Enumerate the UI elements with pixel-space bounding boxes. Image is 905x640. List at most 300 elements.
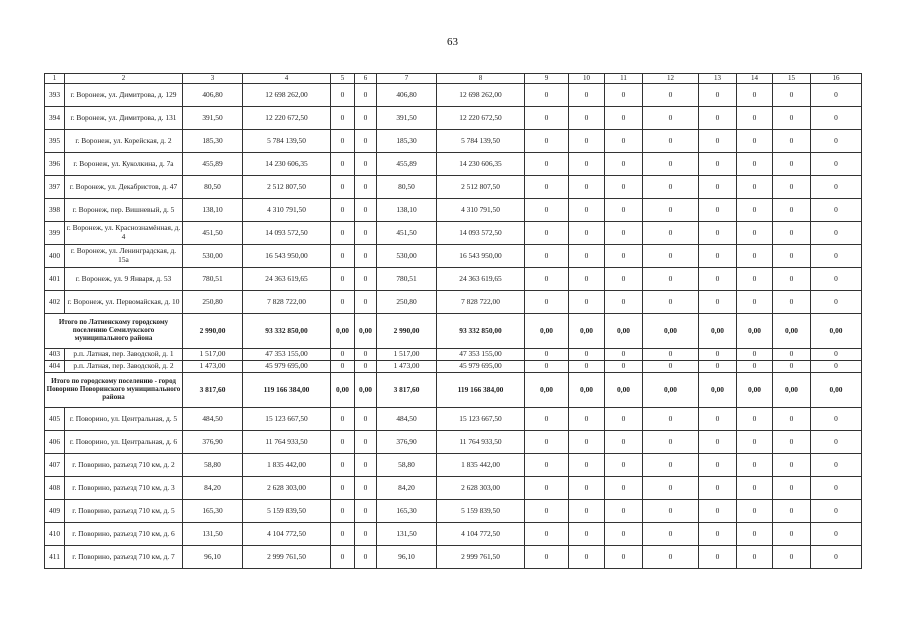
table-row: [45, 176, 862, 199]
table-cell: 0: [811, 199, 862, 222]
column-header: 2: [65, 74, 183, 84]
table-cell: 0: [699, 523, 737, 546]
table-cell: 0: [525, 153, 569, 176]
table-cell: г. Поворино, разъезд 710 км, д. 7: [65, 546, 183, 569]
table-cell: 0: [569, 546, 605, 569]
table-cell: 0: [699, 199, 737, 222]
table-cell: 0: [355, 361, 377, 373]
table-row: [45, 454, 862, 477]
table-cell: 0: [811, 176, 862, 199]
table-cell: 0: [525, 268, 569, 291]
table-cell: г. Воронеж, ул. 9 Января, д. 53: [65, 268, 183, 291]
table-cell: 404: [45, 361, 65, 373]
table-cell: 455,89: [183, 153, 243, 176]
table-row: [45, 245, 862, 268]
table-cell: 0: [605, 523, 643, 546]
table-cell: 7 828 722,00: [437, 291, 525, 314]
table-cell: г. Воронеж, ул. Корейская, д. 2: [65, 130, 183, 153]
table-cell: 0: [699, 153, 737, 176]
table-cell: 0,00: [355, 373, 377, 408]
table-cell: 0: [331, 107, 355, 130]
table-cell: 0: [355, 477, 377, 500]
table-cell: 47 353 155,00: [243, 349, 331, 361]
column-header: 8: [437, 74, 525, 84]
table-cell: 0: [737, 84, 773, 107]
table-cell: 0: [569, 84, 605, 107]
table-cell: г. Поворино, разъезд 710 км, д. 2: [65, 454, 183, 477]
table-cell: 0: [355, 431, 377, 454]
table-cell: 0: [699, 107, 737, 130]
table-cell: 14 093 572,50: [437, 222, 525, 245]
table-cell: 0: [811, 361, 862, 373]
table-cell: 530,00: [377, 245, 437, 268]
table-cell: 0: [773, 291, 811, 314]
table-row: [45, 268, 862, 291]
table-cell: 0: [737, 349, 773, 361]
table-cell: 0: [355, 107, 377, 130]
table-cell: 0: [643, 291, 699, 314]
table-cell: 0: [525, 84, 569, 107]
table-cell: 1 473,00: [377, 361, 437, 373]
table-cell: 0: [605, 153, 643, 176]
table-cell: 0: [811, 523, 862, 546]
table-cell: 0: [605, 408, 643, 431]
table-cell: 1 835 442,00: [437, 454, 525, 477]
table-cell: 0: [331, 477, 355, 500]
table-row: [45, 431, 862, 454]
table-cell: 2 628 303,00: [437, 477, 525, 500]
table-cell: 0: [331, 84, 355, 107]
table-cell: 0: [569, 431, 605, 454]
table-cell: 0: [773, 222, 811, 245]
table-cell: 0,00: [811, 314, 862, 349]
table-cell: 0,00: [355, 314, 377, 349]
table-cell: 14 230 606,35: [243, 153, 331, 176]
table-cell: 0: [737, 199, 773, 222]
table-cell: 0: [643, 130, 699, 153]
table-cell: 4 310 791,50: [437, 199, 525, 222]
table-cell: 0: [605, 454, 643, 477]
table-cell: 5 159 839,50: [243, 500, 331, 523]
table-cell: 0: [605, 199, 643, 222]
table-cell: 0: [355, 349, 377, 361]
table-row: [45, 84, 862, 107]
table-cell: 58,80: [377, 454, 437, 477]
table-cell: 0: [773, 130, 811, 153]
table-cell: 80,50: [377, 176, 437, 199]
table-cell: 0: [811, 349, 862, 361]
table-cell: 16 543 950,00: [243, 245, 331, 268]
table-cell: 0: [737, 361, 773, 373]
table-cell: 11 764 933,50: [437, 431, 525, 454]
table-cell: 0: [643, 176, 699, 199]
table-cell: 484,50: [183, 408, 243, 431]
table-cell: 0: [643, 222, 699, 245]
table-cell: 0: [811, 107, 862, 130]
table-cell: 0: [331, 500, 355, 523]
page-number: 63: [447, 36, 458, 48]
table-cell: 0: [699, 84, 737, 107]
table-cell: 0: [699, 546, 737, 569]
table-cell: 406,80: [183, 84, 243, 107]
table-row: [45, 130, 862, 153]
table-cell: 0: [773, 361, 811, 373]
table-cell: 411: [45, 546, 65, 569]
table-cell: 0: [569, 222, 605, 245]
table-cell: 0: [331, 546, 355, 569]
table-cell: г. Воронеж, ул. Краснознамённая, д. 4: [65, 222, 183, 245]
column-header: 10: [569, 74, 605, 84]
table-cell: 12 698 262,00: [437, 84, 525, 107]
table-cell: 409: [45, 500, 65, 523]
table-cell: 0: [569, 245, 605, 268]
table-cell: 0: [643, 107, 699, 130]
table-cell: 0: [699, 222, 737, 245]
table-cell: 3 817,60: [183, 373, 243, 408]
table-cell: 0: [525, 408, 569, 431]
table-cell: 0: [773, 546, 811, 569]
table-cell: 58,80: [183, 454, 243, 477]
subtotal-row: [45, 373, 862, 408]
table-cell: 0: [355, 222, 377, 245]
table-cell: 0: [355, 176, 377, 199]
table-cell: 0: [569, 477, 605, 500]
table-cell: 0: [331, 349, 355, 361]
table-cell: 0: [811, 268, 862, 291]
table-cell: 0: [331, 222, 355, 245]
table-cell: 24 363 619,65: [437, 268, 525, 291]
table-cell: 0: [525, 361, 569, 373]
table-cell: 0: [773, 408, 811, 431]
table-cell: 0: [643, 199, 699, 222]
table-cell: 0: [699, 477, 737, 500]
table-row: [45, 153, 862, 176]
table-cell: р.п. Латная, пер. Заводской, д. 1: [65, 349, 183, 361]
table-cell: 1 517,00: [377, 349, 437, 361]
table-cell: 0: [773, 268, 811, 291]
table-cell: 0: [773, 176, 811, 199]
table-cell: 0: [569, 408, 605, 431]
table-cell: 0: [737, 176, 773, 199]
table-cell: 0: [811, 454, 862, 477]
table-cell: 0: [525, 222, 569, 245]
table-cell: 0: [569, 361, 605, 373]
table-cell: 376,90: [183, 431, 243, 454]
table-cell: г. Воронеж, ул. Первомайская, д. 10: [65, 291, 183, 314]
table-cell: 138,10: [183, 199, 243, 222]
table-cell: 0: [811, 130, 862, 153]
table-cell: 0: [355, 454, 377, 477]
table-cell: 0: [773, 153, 811, 176]
table-cell: 138,10: [377, 199, 437, 222]
table-row: [45, 523, 862, 546]
table-cell: 0: [331, 361, 355, 373]
table-cell: 0: [355, 199, 377, 222]
table-cell: 84,20: [183, 477, 243, 500]
table-cell: 0,00: [569, 314, 605, 349]
table-cell: 0: [699, 291, 737, 314]
subtotal-label: Итого по городскому поселению - город Поворино Поворинского муниципального района: [45, 373, 183, 408]
table-cell: 0: [525, 176, 569, 199]
table-cell: 0: [569, 349, 605, 361]
table-cell: 0: [605, 477, 643, 500]
table-cell: 0,00: [569, 373, 605, 408]
table-cell: 5 784 139,50: [243, 130, 331, 153]
table-cell: 2 512 807,50: [243, 176, 331, 199]
table-cell: 376,90: [377, 431, 437, 454]
table-cell: 0,00: [605, 373, 643, 408]
column-header: 11: [605, 74, 643, 84]
table-cell: 0: [605, 130, 643, 153]
table-cell: 0: [643, 361, 699, 373]
table-cell: 0,00: [525, 314, 569, 349]
table-cell: г. Поворино, ул. Центральная, д. 5: [65, 408, 183, 431]
table-cell: 0: [699, 361, 737, 373]
table-cell: 0,00: [331, 373, 355, 408]
table-cell: 165,30: [183, 500, 243, 523]
table-cell: 402: [45, 291, 65, 314]
table-cell: 0: [569, 500, 605, 523]
table-cell: 0,00: [643, 314, 699, 349]
table-cell: 0: [811, 222, 862, 245]
table-cell: 391,50: [377, 107, 437, 130]
table-cell: 0: [737, 130, 773, 153]
table-cell: 0: [605, 176, 643, 199]
table-cell: 0: [737, 500, 773, 523]
table-cell: 0: [773, 84, 811, 107]
table-cell: 405: [45, 408, 65, 431]
table-cell: 2 990,00: [377, 314, 437, 349]
table-cell: 484,50: [377, 408, 437, 431]
table-cell: 0: [643, 84, 699, 107]
table-cell: 0: [525, 130, 569, 153]
table-cell: 0: [605, 291, 643, 314]
table-cell: 397: [45, 176, 65, 199]
table-cell: 0: [699, 431, 737, 454]
table-cell: 0: [331, 523, 355, 546]
table-cell: 80,50: [183, 176, 243, 199]
table-cell: 0: [331, 454, 355, 477]
table-cell: 165,30: [377, 500, 437, 523]
table-cell: г. Поворино, ул. Центральная, д. 6: [65, 431, 183, 454]
table-cell: 0: [525, 500, 569, 523]
table-cell: 406,80: [377, 84, 437, 107]
table-cell: 0: [643, 477, 699, 500]
table-cell: 0,00: [737, 373, 773, 408]
table-cell: 0: [525, 477, 569, 500]
table-cell: 0: [569, 199, 605, 222]
table-cell: 0: [355, 500, 377, 523]
column-header: 16: [811, 74, 862, 84]
table-cell: 0,00: [605, 314, 643, 349]
table-cell: 0: [737, 291, 773, 314]
table-cell: 0: [643, 153, 699, 176]
table-cell: 0: [605, 107, 643, 130]
table-row: [45, 477, 862, 500]
table-cell: 0: [355, 523, 377, 546]
table-cell: 185,30: [377, 130, 437, 153]
table-cell: 455,89: [377, 153, 437, 176]
table-cell: 0: [643, 546, 699, 569]
table-cell: 5 784 139,50: [437, 130, 525, 153]
table-row: [45, 546, 862, 569]
table-row: [45, 500, 862, 523]
table-cell: 45 979 695,00: [437, 361, 525, 373]
table-cell: 2 999 761,50: [437, 546, 525, 569]
table-cell: 0: [525, 546, 569, 569]
table-cell: 0: [699, 245, 737, 268]
table-cell: 0,00: [331, 314, 355, 349]
table-cell: 15 123 667,50: [437, 408, 525, 431]
table-cell: 395: [45, 130, 65, 153]
table-row: [45, 408, 862, 431]
table-cell: 0: [525, 431, 569, 454]
table-cell: 0,00: [773, 373, 811, 408]
table-cell: 0: [737, 153, 773, 176]
table-cell: 0,00: [699, 314, 737, 349]
table-cell: г. Воронеж, ул. Декабристов, д. 47: [65, 176, 183, 199]
table-cell: 0: [525, 454, 569, 477]
table-cell: 0: [737, 268, 773, 291]
table-cell: 0: [569, 107, 605, 130]
table-cell: 0: [773, 523, 811, 546]
table-cell: 0: [355, 153, 377, 176]
table-cell: 16 543 950,00: [437, 245, 525, 268]
table-cell: 0: [699, 454, 737, 477]
table-cell: 0: [605, 546, 643, 569]
table-cell: р.п. Латная, пер. Заводской, д. 2: [65, 361, 183, 373]
table-cell: 407: [45, 454, 65, 477]
table-cell: 0: [811, 291, 862, 314]
table-cell: 0: [737, 477, 773, 500]
table-cell: 4 310 791,50: [243, 199, 331, 222]
table-cell: 2 990,00: [183, 314, 243, 349]
table-cell: 400: [45, 245, 65, 268]
table-cell: 399: [45, 222, 65, 245]
table-cell: 0: [699, 500, 737, 523]
table-cell: 0: [355, 268, 377, 291]
table-cell: 0: [605, 268, 643, 291]
table-cell: 0: [773, 199, 811, 222]
table-cell: 7 828 722,00: [243, 291, 331, 314]
table-cell: 0,00: [737, 314, 773, 349]
table-cell: 0: [699, 130, 737, 153]
table-cell: 0: [605, 500, 643, 523]
table-row: [45, 222, 862, 245]
table-row: [45, 291, 862, 314]
table-cell: 0: [331, 408, 355, 431]
table-cell: 0: [525, 291, 569, 314]
table-cell: г. Поворино, разъезд 710 км, д. 3: [65, 477, 183, 500]
table-cell: 0: [737, 408, 773, 431]
table-cell: 0: [331, 199, 355, 222]
table-cell: 393: [45, 84, 65, 107]
table-cell: 0: [811, 546, 862, 569]
table-cell: 0,00: [811, 373, 862, 408]
table-cell: 0: [737, 431, 773, 454]
table-cell: 1 473,00: [183, 361, 243, 373]
table-cell: 398: [45, 199, 65, 222]
table-cell: 0: [773, 477, 811, 500]
table-cell: 250,80: [183, 291, 243, 314]
table-cell: 0: [605, 349, 643, 361]
table-cell: 0: [643, 268, 699, 291]
table-cell: 451,50: [183, 222, 243, 245]
table-cell: 0: [737, 222, 773, 245]
table-cell: 0: [811, 500, 862, 523]
table-cell: 185,30: [183, 130, 243, 153]
table-cell: 1 517,00: [183, 349, 243, 361]
table-cell: г. Воронеж, ул. Димитрова, д. 129: [65, 84, 183, 107]
column-header: 9: [525, 74, 569, 84]
table-cell: 0: [737, 523, 773, 546]
table-cell: 2 628 303,00: [243, 477, 331, 500]
table-row: [45, 199, 862, 222]
table-cell: 0: [643, 349, 699, 361]
table-cell: 0: [811, 477, 862, 500]
table-cell: 0: [331, 245, 355, 268]
table-cell: 12 698 262,00: [243, 84, 331, 107]
table-cell: 0: [643, 454, 699, 477]
table-cell: 96,10: [377, 546, 437, 569]
table-cell: 5 159 839,50: [437, 500, 525, 523]
column-header: 15: [773, 74, 811, 84]
table-cell: г. Поворино, разъезд 710 км, д. 6: [65, 523, 183, 546]
table-cell: 3 817,60: [377, 373, 437, 408]
column-header: 5: [331, 74, 355, 84]
table-cell: 0: [569, 291, 605, 314]
table-row: [45, 349, 862, 361]
table-cell: 0: [605, 222, 643, 245]
table-cell: 0: [699, 349, 737, 361]
table-cell: 0: [569, 268, 605, 291]
table-cell: 451,50: [377, 222, 437, 245]
table-row: [45, 361, 862, 373]
table-cell: 0: [811, 153, 862, 176]
table-cell: 0: [525, 107, 569, 130]
table-cell: 14 093 572,50: [243, 222, 331, 245]
table-cell: 394: [45, 107, 65, 130]
table-cell: 780,51: [183, 268, 243, 291]
table-cell: 45 979 695,00: [243, 361, 331, 373]
table-cell: 93 332 850,00: [437, 314, 525, 349]
table-cell: 131,50: [183, 523, 243, 546]
table-cell: 0: [331, 268, 355, 291]
table-cell: 0: [811, 408, 862, 431]
table-cell: 0: [737, 245, 773, 268]
table-cell: 0: [331, 176, 355, 199]
table-cell: 0: [643, 408, 699, 431]
table-cell: 0: [605, 431, 643, 454]
table-cell: 0: [605, 245, 643, 268]
table-cell: 403: [45, 349, 65, 361]
table-cell: 0: [811, 245, 862, 268]
table-cell: 0,00: [699, 373, 737, 408]
table-cell: 0: [811, 84, 862, 107]
table-cell: 0: [605, 361, 643, 373]
table-cell: 0: [699, 268, 737, 291]
table-cell: 0,00: [773, 314, 811, 349]
table-cell: 0: [331, 431, 355, 454]
table-cell: 0: [569, 176, 605, 199]
housing-registry-table: [44, 73, 862, 569]
table-cell: 0: [355, 84, 377, 107]
table-cell: 0: [569, 130, 605, 153]
table-cell: 0: [737, 546, 773, 569]
table-cell: 15 123 667,50: [243, 408, 331, 431]
table-cell: 530,00: [183, 245, 243, 268]
table-cell: 0: [699, 176, 737, 199]
